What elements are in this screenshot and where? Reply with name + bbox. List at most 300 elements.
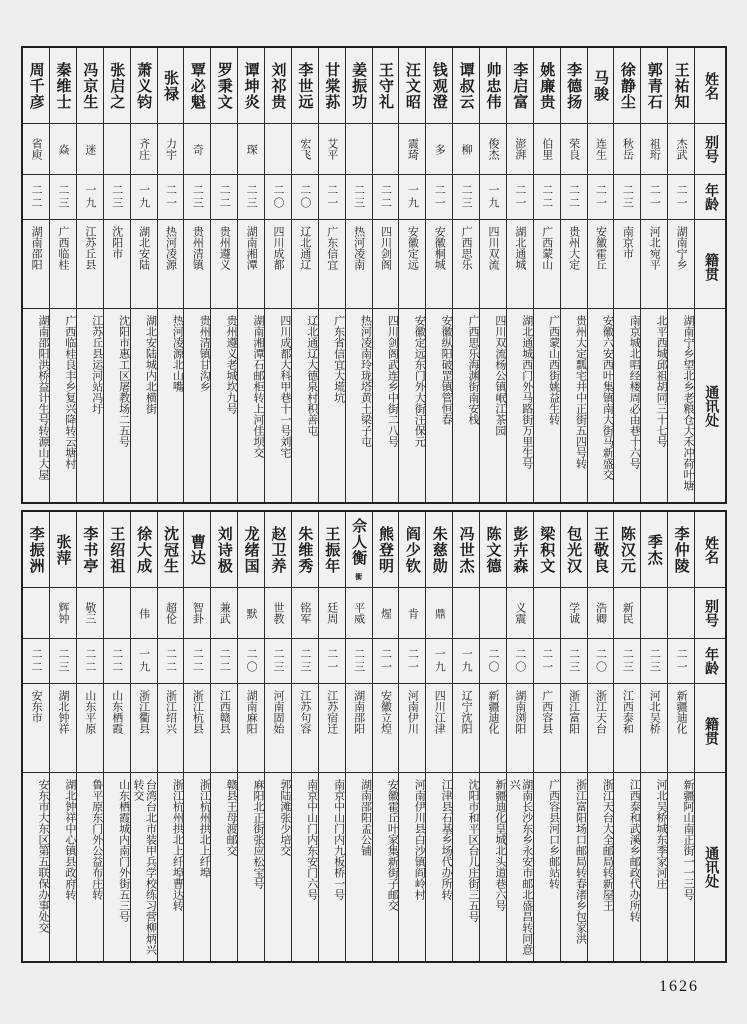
person-column	[183, 512, 210, 961]
age-cell: 二〇	[507, 639, 533, 684]
header-label-native: 籍贯	[695, 220, 725, 309]
age-cell: 二三	[50, 639, 76, 684]
person-column	[264, 48, 291, 502]
age-cell: 二三	[292, 639, 318, 684]
name-cell: 王敬良	[588, 512, 614, 588]
age-cell: 二〇	[238, 639, 264, 684]
native-cell: 江苏丘县	[77, 220, 103, 309]
age-cell: 二三	[184, 175, 210, 220]
alias-cell: 超伦	[158, 588, 184, 639]
address-cell: 热河凌源北山嘴	[171, 315, 184, 392]
person-column	[425, 512, 452, 961]
alias-cell: 柳	[453, 124, 479, 175]
name-cell: 汪文昭	[399, 48, 425, 124]
address-cell: 南京城北唱经楼周必由巷十六号	[628, 315, 641, 469]
name-cell: 郭青石	[641, 48, 667, 124]
age-cell: 二二	[104, 639, 130, 684]
age-cell: 二〇	[588, 639, 614, 684]
age-cell: 一九	[426, 639, 452, 684]
person-column	[533, 512, 560, 961]
name-cell: 彭卉森	[507, 512, 533, 588]
alias-cell: 祖珩	[641, 124, 667, 175]
person-column	[372, 48, 399, 502]
person-column	[667, 512, 694, 961]
person-column	[23, 512, 49, 961]
address-cell: 安东市大东区第五联保办事处交	[37, 779, 49, 933]
address-cell: 广西容县河口乡邮站转	[547, 779, 560, 889]
address-cell: 江津县石基乡场代办所转	[440, 779, 453, 900]
age-cell: 二一	[158, 175, 184, 220]
alias-cell	[104, 588, 130, 639]
native-cell: 广西临桂	[50, 220, 76, 309]
person-column	[398, 512, 425, 961]
age-cell: 二三	[614, 639, 640, 684]
native-cell: 江苏句容	[292, 684, 318, 773]
age-cell: 二二	[561, 175, 587, 220]
address-cell: 安徽霍丘叶家集新街子邮交	[386, 779, 399, 911]
person-column	[613, 512, 640, 961]
age-cell: 二一	[641, 175, 667, 220]
native-cell: 浙江绍兴	[158, 684, 184, 773]
address-cell: 北平西城邱祖胡同三十七号	[655, 315, 668, 447]
address-cell: 赣县王母渡邮交	[225, 779, 238, 856]
alias-cell	[346, 124, 372, 175]
name-cell: 徐静尘	[614, 48, 640, 124]
alias-cell	[668, 588, 694, 639]
person-column	[479, 512, 506, 961]
person-column	[130, 512, 157, 961]
name-cell: 李振洲	[23, 512, 49, 588]
native-cell: 河北宛平	[641, 220, 667, 309]
person-column	[210, 512, 237, 961]
native-cell: 沈阳市	[104, 220, 130, 309]
age-cell: 二一	[399, 639, 425, 684]
alias-cell	[211, 124, 237, 175]
name-cell: 甘棠荪	[319, 48, 345, 124]
person-column	[560, 512, 587, 961]
native-cell: 安徽立煌	[373, 684, 399, 773]
alias-cell: 铭军	[292, 588, 318, 639]
age-cell: 二二	[23, 175, 49, 220]
person-column	[345, 512, 372, 961]
person-column	[49, 512, 76, 961]
person-column	[560, 48, 587, 502]
name-cell: 秦维士	[50, 48, 76, 124]
native-cell: 浙江天台	[588, 684, 614, 773]
header-label-alias: 别号	[695, 124, 725, 175]
person-column	[318, 48, 345, 502]
address-cell: 湖南邵阳孟公铺	[359, 779, 372, 856]
person-column	[291, 48, 318, 502]
age-cell: 二一	[668, 639, 694, 684]
alias-cell: 澎湃	[507, 124, 533, 175]
header-label-native: 籍贯	[695, 684, 725, 773]
page-number: 1626	[659, 978, 699, 995]
address-cell: 四川成都大科甲巷十一号刘宅	[278, 315, 291, 458]
header-label-name: 姓名	[695, 512, 725, 588]
header-label-name: 姓名	[695, 48, 725, 124]
person-column	[613, 48, 640, 502]
alias-cell: 煋	[373, 588, 399, 639]
address-cell: 贵州清镇甘沟乡	[198, 315, 211, 392]
name-cell: 帅忠伟	[480, 48, 506, 124]
native-cell: 山东平原	[77, 684, 103, 773]
native-cell: 安徽定远	[399, 220, 425, 309]
name-cell: 龙绪国	[238, 512, 264, 588]
address-cell: 郭陆滩张少培交	[278, 779, 291, 856]
alias-cell: 廷周	[319, 588, 345, 639]
age-cell: 二二	[158, 639, 184, 684]
native-cell: 江西泰和	[614, 684, 640, 773]
address-cell: 广西思乐海渊街南安栈	[467, 315, 479, 425]
person-column	[452, 48, 479, 502]
native-cell: 辽北通辽	[292, 220, 318, 309]
age-cell: 二二	[77, 639, 103, 684]
address-cell: 湖北通城西门外马路街万里生号	[520, 315, 533, 469]
age-cell: 二三	[104, 175, 130, 220]
address-cell: 河北吴桥城东季家河庄	[655, 779, 668, 889]
age-cell: 二一	[319, 175, 345, 220]
alias-cell: 奇	[184, 124, 210, 175]
age-cell: 二三	[50, 175, 76, 220]
name-cell: 罗秉文	[211, 48, 237, 124]
native-cell: 湖南邵阳	[23, 220, 49, 309]
address-cell: 四川双流杨公镇岷江茶园	[493, 315, 506, 436]
address-cell: 南京中山门内东安门六号	[305, 779, 318, 900]
native-cell: 湖南湘潭	[238, 220, 264, 309]
age-cell: 二二	[211, 175, 237, 220]
native-cell: 河北吴桥	[641, 684, 667, 773]
alias-cell: 连生	[588, 124, 614, 175]
address-cell: 沈阳市和平区台儿庄街三五号	[467, 779, 479, 922]
native-cell: 安徽霍丘	[588, 220, 614, 309]
native-cell: 湖北钟祥	[50, 684, 76, 773]
person-column	[237, 48, 264, 502]
native-cell: 广西容县	[534, 684, 560, 773]
alias-cell: 平威	[346, 588, 372, 639]
alias-cell: 浩卿	[588, 588, 614, 639]
name-cell: 刘祁贵	[265, 48, 291, 124]
native-cell: 安徽桐城	[426, 220, 452, 309]
person-column	[506, 48, 533, 502]
person-column	[452, 512, 479, 961]
header-column	[694, 512, 725, 961]
address-cell: 安徽定远东门外大街汪保元	[413, 315, 426, 447]
person-column	[506, 512, 533, 961]
person-column	[157, 48, 184, 502]
header-label-address: 通讯处	[703, 384, 719, 427]
age-cell: 二三	[561, 639, 587, 684]
name-cell: 赵卫养	[265, 512, 291, 588]
person-column	[130, 48, 157, 502]
alias-cell	[641, 588, 667, 639]
address-cell: 鲁平原东门外公益布庄转	[90, 779, 103, 900]
address-cell: 台湾台北市装甲兵学校练习营柳炳兴转交	[132, 779, 157, 955]
person-column	[533, 48, 560, 502]
native-cell: 湖南麻阳	[238, 684, 264, 773]
alias-cell: 俊杰	[480, 124, 506, 175]
alias-cell: 艾平	[319, 124, 345, 175]
name-cell: 李德扬	[561, 48, 587, 124]
alias-cell	[480, 588, 506, 639]
address-cell: 湖南宁乡望北乡老粮仓大禾冲荷叶塘	[682, 315, 694, 491]
address-cell: 湖南长沙东乡永安市邮北盛昌转同意兴	[508, 779, 533, 955]
alias-cell	[23, 588, 49, 639]
native-cell: 山东栖霞	[104, 684, 130, 773]
address-cell: 辽北通辽大德泉村积善屯	[305, 315, 318, 436]
header-label-age: 年龄	[695, 639, 725, 684]
person-column	[264, 512, 291, 961]
name-cell: 钱观澄	[426, 48, 452, 124]
person-column	[667, 48, 694, 502]
person-column	[318, 512, 345, 961]
age-cell: 二三	[346, 175, 372, 220]
person-column	[237, 512, 264, 961]
age-cell: 一九	[77, 175, 103, 220]
name-cell: 姜振功	[346, 48, 372, 124]
address-cell: 河南伊川县白沙镇阎岭村	[413, 779, 426, 900]
name-cell: 李书亭	[77, 512, 103, 588]
age-cell: 二〇	[480, 639, 506, 684]
native-cell: 河南伊川	[399, 684, 425, 773]
native-cell: 湖北安陆	[131, 220, 157, 309]
name-cell: 阎少钦	[399, 512, 425, 588]
native-cell: 四川剑阁	[373, 220, 399, 309]
native-cell: 贵州清镇	[184, 220, 210, 309]
native-cell: 辽宁沈阳	[453, 684, 479, 773]
age-cell: 二一	[426, 175, 452, 220]
header-column	[694, 48, 725, 502]
native-cell: 贵州大定	[561, 220, 587, 309]
age-cell: 二二	[534, 175, 560, 220]
address-cell: 安徽六安西叶集镇南大街马新盛交	[601, 315, 614, 480]
person-column	[640, 48, 667, 502]
native-cell: 四川双流	[480, 220, 506, 309]
alias-cell: 兼武	[211, 588, 237, 639]
native-cell: 湖南浏阳	[507, 684, 533, 773]
address-cell: 麻阳北正街张应松宝号	[252, 779, 264, 889]
address-cell: 江苏丘县运河站冯圩	[90, 315, 103, 414]
alias-cell: 宏飞	[292, 124, 318, 175]
name-cell: 冯世杰	[453, 512, 479, 588]
address-cell: 浙江富阳场口邮局转春渚乡包家洪	[574, 779, 587, 944]
alias-cell: 世教	[265, 588, 291, 639]
native-cell: 江苏宿迁	[319, 684, 345, 773]
person-column	[291, 512, 318, 961]
age-cell: 二三	[641, 639, 667, 684]
alias-cell: 杰武	[668, 124, 694, 175]
name-cell: 萧义钧	[131, 48, 157, 124]
person-column	[76, 48, 103, 502]
name-cell: 张萍	[50, 512, 76, 588]
native-cell: 浙江衢县	[131, 684, 157, 773]
name-cell: 熊登明	[373, 512, 399, 588]
native-cell: 广西思乐	[453, 220, 479, 309]
name-cell: 张启之	[104, 48, 130, 124]
registry-table-top	[21, 46, 727, 504]
age-cell: 二一	[507, 175, 533, 220]
alias-cell	[534, 588, 560, 639]
person-column	[157, 512, 184, 961]
address-cell: 安徽纵阳破罡镇管恒春	[440, 315, 453, 425]
native-cell: 浙江杭县	[184, 684, 210, 773]
name-cell: 李仲陵	[668, 512, 694, 588]
registry-table-bottom	[21, 510, 727, 963]
age-cell: 二二	[373, 175, 399, 220]
age-cell: 二一	[534, 639, 560, 684]
alias-cell: 迷	[77, 124, 103, 175]
person-column	[587, 512, 614, 961]
alias-cell	[373, 124, 399, 175]
name-cell: 陈文德	[480, 512, 506, 588]
alias-cell: 省庾	[23, 124, 49, 175]
alias-cell: 秋岳	[614, 124, 640, 175]
person-column	[587, 48, 614, 502]
name-cell: 朱维秀	[292, 512, 318, 588]
name-cell: 沈冠生	[158, 512, 184, 588]
age-cell: 二一	[319, 639, 345, 684]
age-cell: 二二	[23, 639, 49, 684]
address-cell: 山东栖霞城内南门外街五三号	[117, 779, 130, 922]
age-cell: 一九	[131, 175, 157, 220]
name-cell: 朱慈勋	[426, 512, 452, 588]
name-cell: 覃必魁	[184, 48, 210, 124]
alias-cell: 伯里	[534, 124, 560, 175]
name-cell: 王守礼	[373, 48, 399, 124]
alias-cell: 伟	[131, 588, 157, 639]
person-column	[103, 48, 130, 502]
alias-cell: 学诚	[561, 588, 587, 639]
age-cell: 二三	[238, 175, 264, 220]
age-cell: 二三	[453, 175, 479, 220]
native-cell: 热河凌源	[158, 220, 184, 309]
age-cell: 二三	[265, 639, 291, 684]
alias-cell: 多	[426, 124, 452, 175]
address-cell: 新疆迪化皇城北头道巷六号	[493, 779, 506, 911]
person-column	[103, 512, 130, 961]
native-cell: 湖北通城	[507, 220, 533, 309]
native-cell: 广西蒙山	[534, 220, 560, 309]
age-cell: 二一	[588, 175, 614, 220]
address-cell: 江西泰和武溪乡邮政代办所转	[628, 779, 641, 922]
native-cell: 湖南宁乡	[668, 220, 694, 309]
name-cell: 刘诗极	[211, 512, 237, 588]
alias-cell: 敬三	[77, 588, 103, 639]
native-cell: 江西赣县	[211, 684, 237, 773]
name-cell: 冯京生	[77, 48, 103, 124]
age-cell: 二一	[668, 175, 694, 220]
person-column	[23, 48, 49, 502]
name-cell: 王祐知	[668, 48, 694, 124]
address-cell: 沈阳市惠工区屠教场二五号	[117, 315, 130, 447]
native-cell: 河南固始	[265, 684, 291, 773]
name-cell: 徐大成	[131, 512, 157, 588]
name-cell: 周千彦	[23, 48, 49, 124]
person-column	[345, 48, 372, 502]
person-column	[425, 48, 452, 502]
native-cell: 安东市	[23, 684, 49, 773]
alias-cell	[453, 588, 479, 639]
address-cell: 湖北钟祥中心镇县政府转	[63, 779, 76, 900]
native-cell: 湖南邵阳	[346, 684, 372, 773]
alias-cell: 荣良	[561, 124, 587, 175]
person-column	[49, 48, 76, 502]
name-cell: 王振年	[319, 512, 345, 588]
name-cell: 马骏	[588, 48, 614, 124]
age-cell: 二二	[184, 639, 210, 684]
alias-cell	[104, 124, 130, 175]
name-cell: 曹达	[184, 512, 210, 588]
alias-cell	[265, 124, 291, 175]
alias-cell: 智卦	[184, 588, 210, 639]
address-cell: 新疆阿山南正街一一三号	[682, 779, 694, 900]
alias-cell: 肯	[399, 588, 425, 639]
native-cell: 广东信宜	[319, 220, 345, 309]
native-cell: 浙江富阳	[561, 684, 587, 773]
name-cell: 陈汉元	[614, 512, 640, 588]
age-cell: 二二	[211, 639, 237, 684]
alias-cell: 震琦	[399, 124, 425, 175]
address-cell: 广西蒙山西街姚益生转	[547, 315, 560, 425]
native-cell: 新疆迪化	[668, 684, 694, 773]
address-cell: 热河凌南玲珑塔黄土梁子屯	[359, 315, 372, 447]
address-cell: 贵州遵义老城坎九号	[225, 315, 238, 414]
native-cell: 南京市	[614, 220, 640, 309]
person-column	[640, 512, 667, 961]
name-cell: 李启富	[507, 48, 533, 124]
name-cell: 姚廉贵	[534, 48, 560, 124]
native-cell: 新疆迪化	[480, 684, 506, 773]
alias-cell: 新民	[614, 588, 640, 639]
age-cell: 二一	[373, 639, 399, 684]
name-cell: 李世远	[292, 48, 318, 124]
age-cell: 一九	[131, 639, 157, 684]
person-column	[372, 512, 399, 961]
name-cell: 张禄	[158, 48, 184, 124]
name-cell: 谭坤炎	[238, 48, 264, 124]
alias-cell: 默	[238, 588, 264, 639]
native-cell: 四川成都	[265, 220, 291, 309]
header-label-alias: 别号	[695, 588, 725, 639]
address-cell: 湖北安陆城内北横街	[144, 315, 157, 414]
address-cell: 广东省信宜大塃坑	[332, 315, 345, 403]
header-label-address: 通讯处	[703, 846, 719, 888]
person-column	[398, 48, 425, 502]
native-cell: 贵州遵义	[211, 220, 237, 309]
age-cell: 一九	[453, 639, 479, 684]
name-cell: 佘人衡 衝	[346, 512, 372, 588]
name-cell: 包光汉	[561, 512, 587, 588]
native-cell: 四川江津	[426, 684, 452, 773]
person-column	[210, 48, 237, 502]
native-cell: 热河凌南	[346, 220, 372, 309]
address-cell: 湖南邵阳洪桥益计生号转源山大屋	[37, 315, 49, 480]
address-cell: 贵州大定瓢宅井中正街五四号转	[574, 315, 587, 469]
alias-cell: 力宇	[158, 124, 184, 175]
address-cell: 广西临桂良丰乡复兴降转云塘村	[63, 315, 76, 469]
address-cell: 浙江杭州拱北上纤埠曹达转	[171, 779, 184, 911]
alias-cell: 义震	[507, 588, 533, 639]
address-cell: 四川剑阁武连乡中街二八号	[386, 315, 399, 447]
alias-cell: 齐庄	[131, 124, 157, 175]
alias-cell: 辉钟	[50, 588, 76, 639]
alias-cell: 鼎	[426, 588, 452, 639]
age-cell: 二三	[346, 639, 372, 684]
age-cell: 二三	[614, 175, 640, 220]
address-cell: 浙江杭州拱北上纤埠	[198, 779, 211, 878]
age-cell: 二〇	[265, 175, 291, 220]
address-cell: 浙江天台大全邮局转新屋王	[601, 779, 614, 911]
